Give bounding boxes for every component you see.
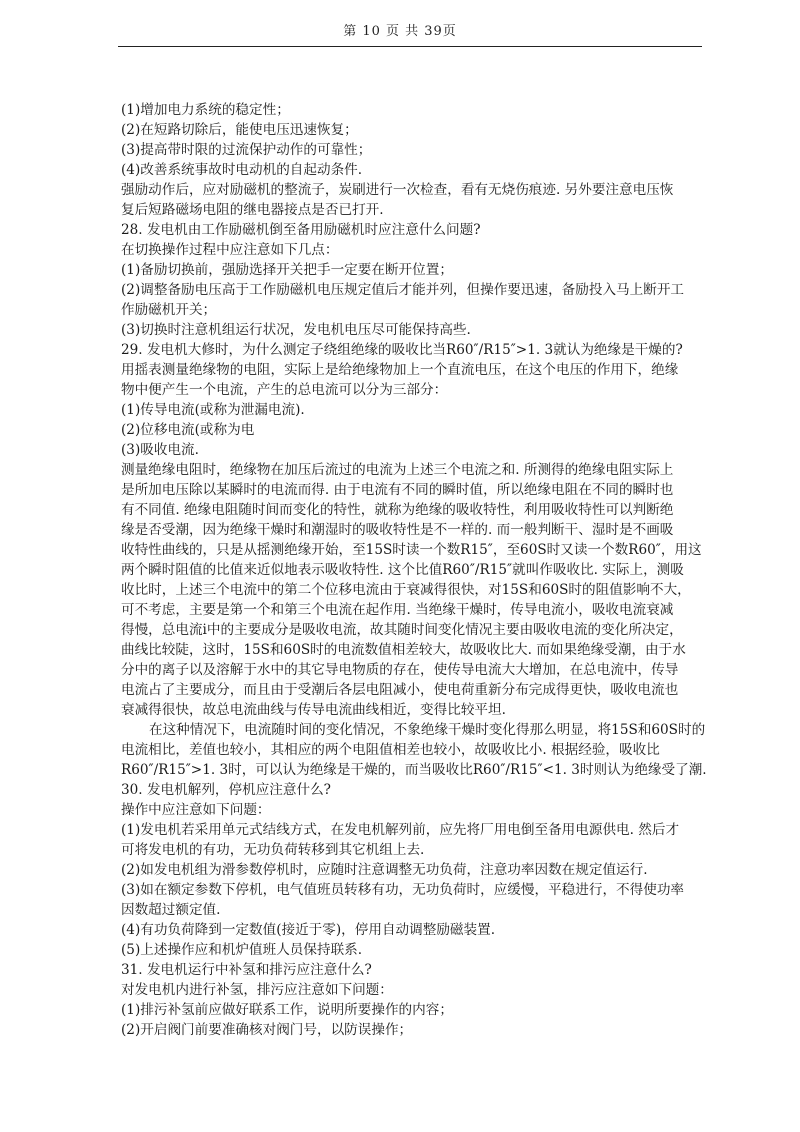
body-text	[121, 100, 711, 1040]
text-line: 有不同值. 绝缘电阻随时间而变化的特性，就称为绝缘的吸收特性，利用吸收特性可以判断绝	[121, 502, 674, 518]
text-line: (2)调整备励电压高于工作励磁机电压规定值后才能并列，但操作要迅速，备励投入马上断开工	[121, 282, 685, 298]
text-line: (1)传导电流(或称为泄漏电流).	[121, 402, 305, 418]
page-header: 第 10 页 共 39页	[343, 24, 457, 39]
text-line: 30. 发电机解列，停机应注意什么?	[121, 782, 331, 798]
text-line: (1)备励切换前，强励选择开关把手一定要在断开位置；	[121, 262, 453, 278]
text-line: 用摇表测量绝缘物的电阻，实际上是给绝缘物加上一个直流电压，在这个电压的作用下，绝缘	[121, 362, 679, 378]
header-rule	[118, 46, 702, 47]
text-line: 电流相比，差值也较小，其相应的两个电阻值相差也较小，故吸收比小. 根据经验，吸收比	[121, 742, 660, 758]
text-line: (2)位移电流(或称为电	[121, 422, 255, 438]
text-line: 对发电机内进行补氢，排污应注意如下问题：	[121, 982, 393, 998]
text-line: 可不考虑，主要是第一个和第三个电流在起作用. 当绝缘干燥时，传导电流小，吸收电流衰减	[121, 602, 674, 618]
text-line: (2)开启阀门前要准确核对阀门号，以防误操作；	[121, 1022, 413, 1038]
text-line: 可将发电机的有功，无功负荷转移到其它机组上去.	[121, 842, 425, 858]
text-line: 强励动作后，应对励磁机的整流子，炭刷进行一次检查，看有无烧伤痕迹. 另外要注意电压恢	[121, 182, 674, 198]
text-line: 曲线比较陡，这时，15S和60S时的电流数值相差较大，故吸收比大. 而如果绝缘受潮，由于水	[121, 642, 686, 658]
text-line: (1)排污补氢前应做好联系工作，说明所要操作的内容；	[121, 1002, 453, 1018]
text-line: (3)切换时注意机组运行状况，发电机电压尽可能保持高些.	[121, 322, 471, 338]
text-line: (2)在短路切除后，能使电压迅速恢复；	[121, 122, 358, 138]
text-line: 物中便产生一个电流，产生的总电流可以分为三部分：	[121, 382, 448, 398]
text-line: (2)如发电机组为滑参数停机时，应随时注意调整无功负荷，注意功率因数在规定值运行.	[121, 862, 648, 878]
text-line: 31. 发电机运行中补氢和排污应注意什么?	[121, 962, 372, 978]
text-line: 两个瞬时阻值的比值来近似地表示吸收特性. 这个比值R60″/R15″就叫作吸收比. 实际上，测吸	[121, 562, 684, 578]
text-line: 因数超过额定值.	[121, 902, 221, 918]
text-line: 28. 发电机由工作励磁机倒至备用励磁机时应注意什么问题?	[121, 222, 481, 238]
text-line: R60″/R15″>1. 3时，可以认为绝缘是干燥的，而当吸收比R60″/R15″<1. 3时则认为绝缘受了潮.	[121, 762, 707, 778]
text-line: 操作中应注意如下问题：	[121, 802, 271, 818]
text-line: 收特性曲线的，只是从摇测绝缘开始，至15S时读一个数R15″，至60S时又读一个数R60″，用这	[121, 542, 702, 558]
text-line: (5)上述操作应和机炉值班人员保持联系.	[121, 942, 363, 958]
text-line: (1)发电机若采用单元式结线方式，在发电机解列前，应先将厂用电倒至备用电源供电. 然后才	[121, 822, 680, 838]
text-line: 缘是否受潮，因为绝缘干燥时和潮湿时的吸收特性是不一样的. 而一般判断干、湿时是不画吸	[121, 522, 674, 538]
text-line: 电流占了主要成分，而且由于受潮后各层电阻减小，使电荷重新分布完成得更快，吸收电流也	[121, 682, 679, 698]
text-line: (3)如在额定参数下停机，电气值班员转移有功，无功负荷时，应缓慢，平稳进行，不得使功率	[121, 882, 685, 898]
text-line: (4)改善系统事故时电动机的自起动条件.	[121, 162, 363, 178]
text-line: 是所加电压除以某瞬时的电流而得. 由于电流有不同的瞬时值，所以绝缘电阻在不同的瞬时也	[121, 482, 674, 498]
text-line: 测量绝缘电阻时，绝缘物在加压后流过的电流为上述三个电流之和. 所测得的绝缘电阻实际上	[121, 462, 674, 478]
text-line: 在这种情况下，电流随时间的变化情况，不象绝缘干燥时变化得那么明显，将15S和60S时的	[149, 722, 706, 738]
text-line: 分中的离子以及溶解于水中的其它导电物质的存在，使传导电流大大增加，在总电流中，传导	[121, 662, 679, 678]
text-line: 29. 发电机大修时，为什么测定子绕组绝缘的吸收比当R60″/R15″>1. 3就认为绝缘是干燥的?	[121, 342, 683, 358]
text-line: 得慢，总电流i中的主要成分是吸收电流，故其随时间变化情况主要由吸收电流的变化所决定，	[121, 622, 683, 638]
text-line: 作励磁机开关；	[121, 302, 217, 318]
text-line: 衰减得很快，故总电流曲线与传导电流曲线相近，变得比较平坦.	[121, 702, 506, 718]
text-line: (1)增加电力系统的稳定性；	[121, 102, 290, 118]
text-line: 收比时，上述三个电流中的第二个位移电流由于衰减得很快，对15S和60S时的阻值影响不大，	[121, 582, 691, 598]
text-line: 复后短路磁场电阻的继电器接点是否已打开.	[121, 202, 384, 218]
text-line: 在切换操作过程中应注意如下几点：	[121, 242, 339, 258]
text-line: (3)吸收电流.	[121, 442, 199, 458]
text-line: (4)有功负荷降到一定数值(接近于零)，停用自动调整励磁装置.	[121, 922, 496, 938]
text-line: (3)提高带时限的过流保护动作的可靠性；	[121, 142, 372, 158]
